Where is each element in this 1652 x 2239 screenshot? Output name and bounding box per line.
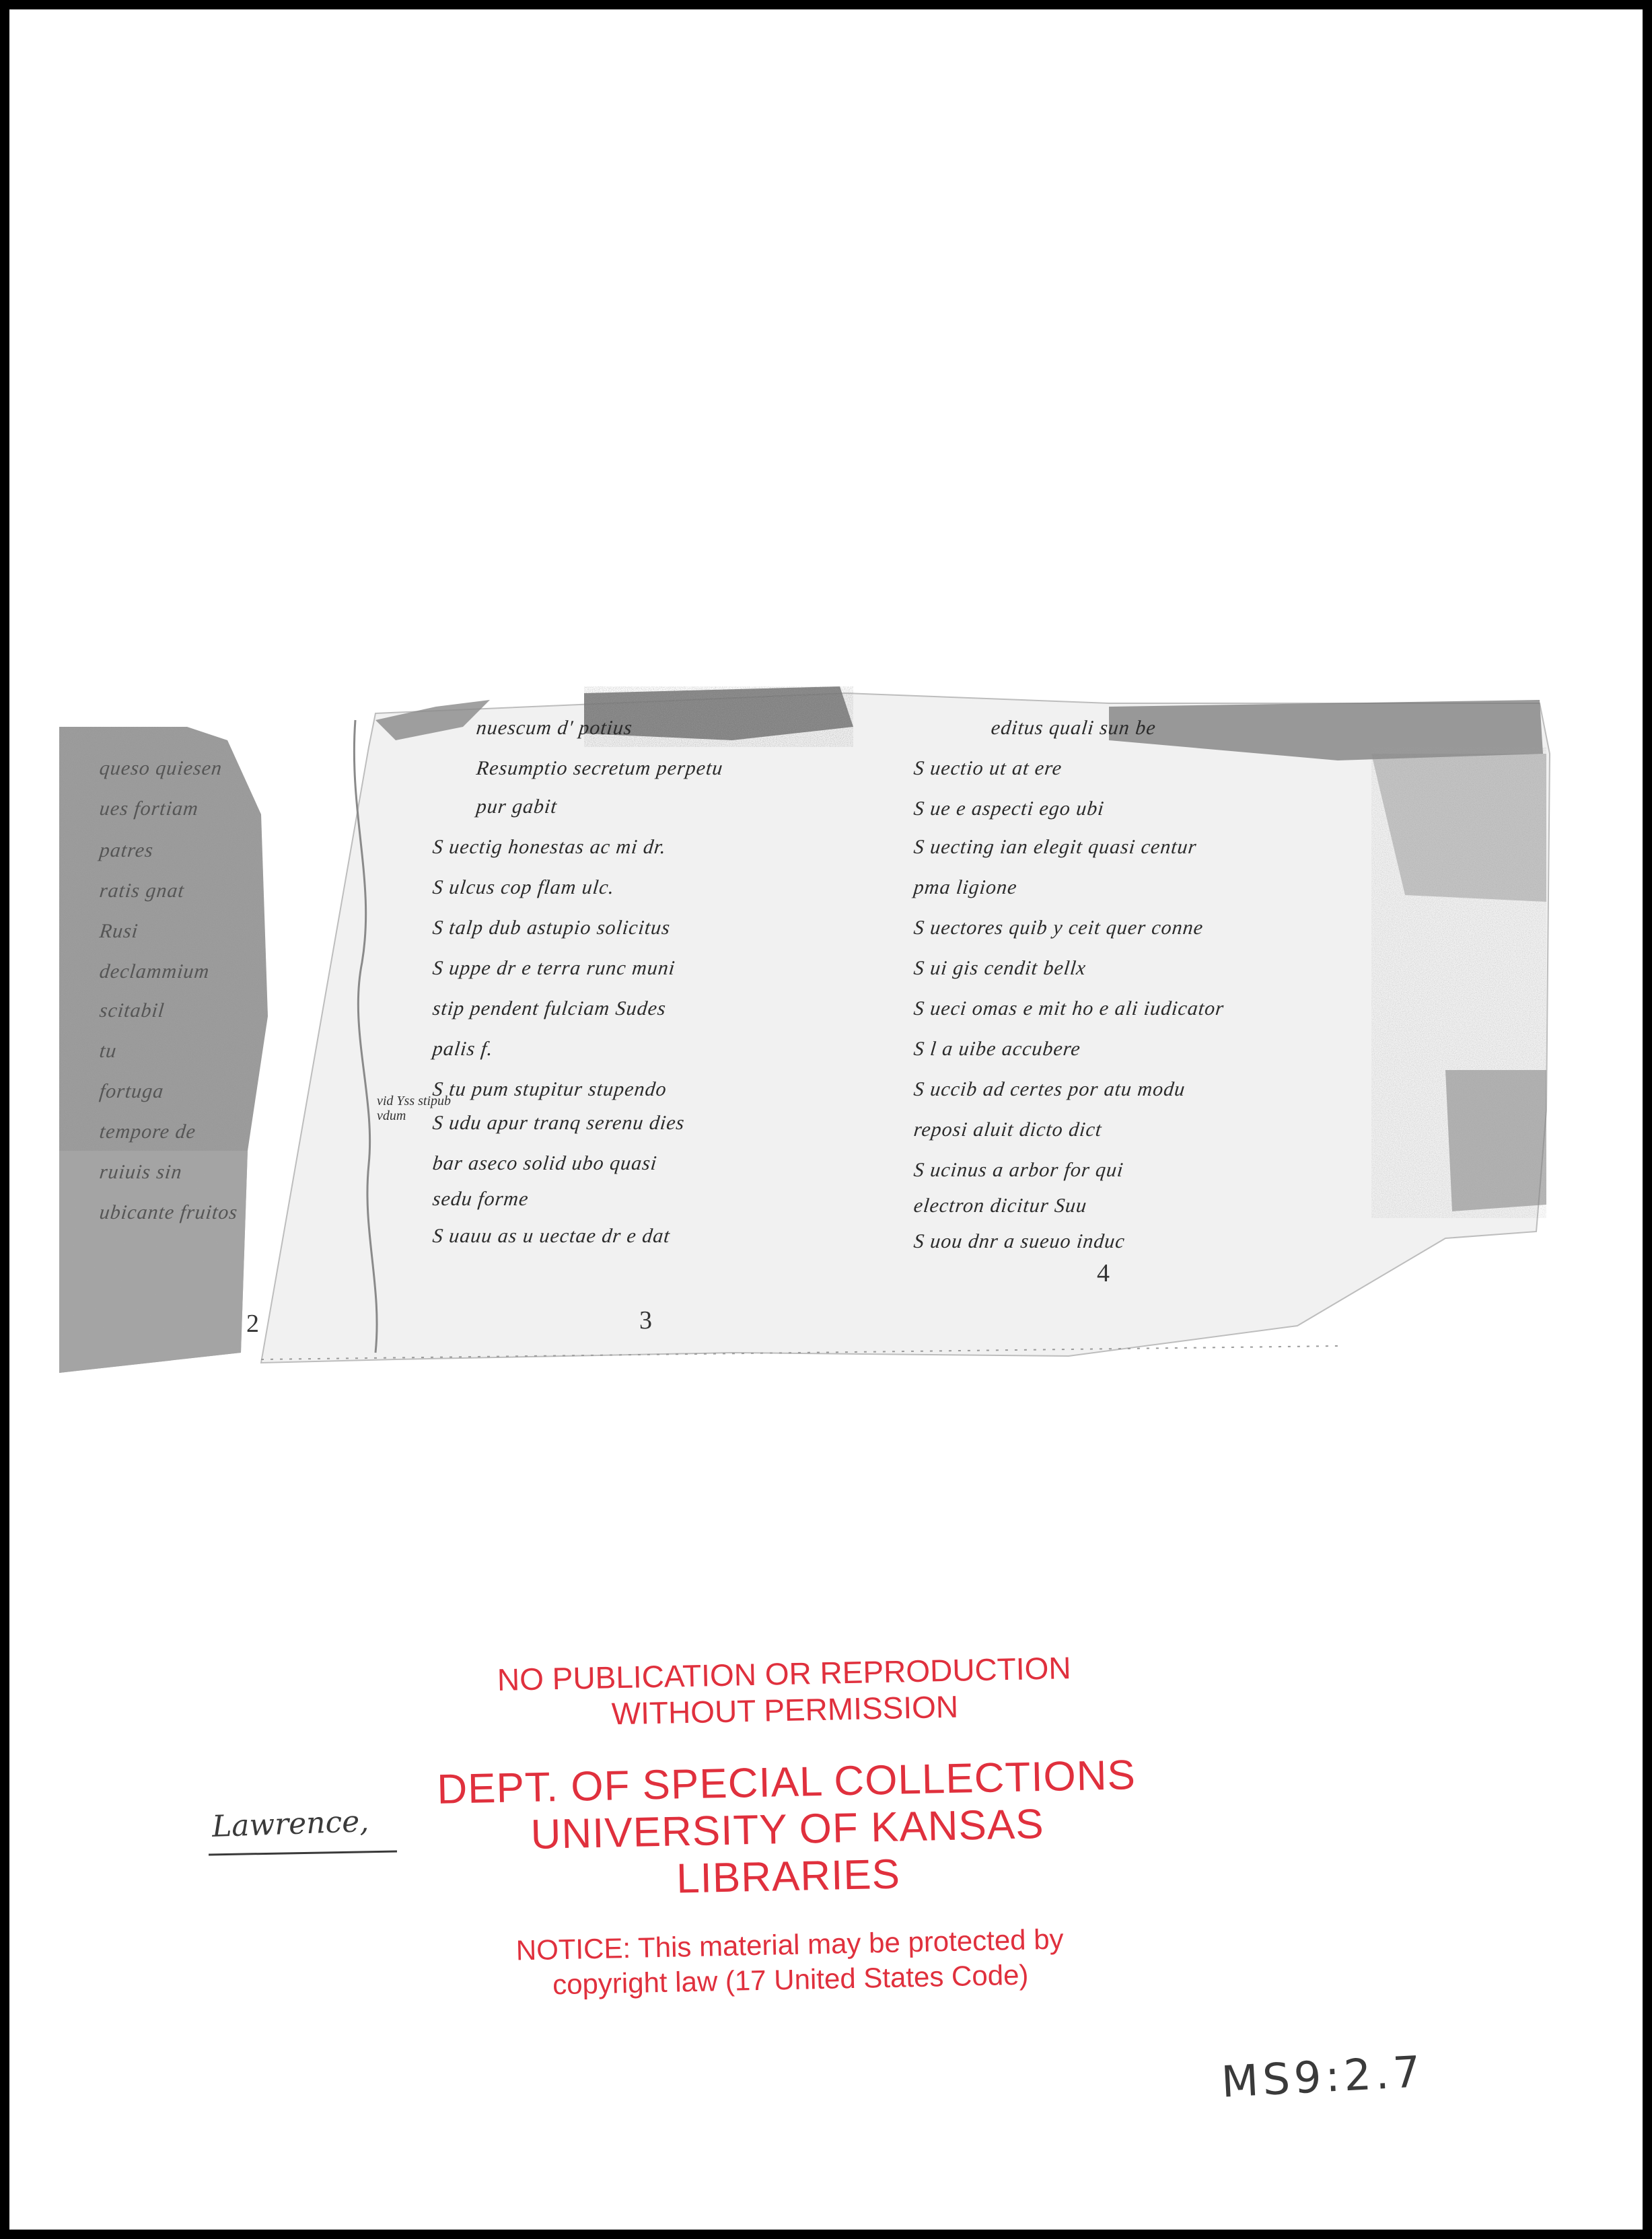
left-line-10: tempore de [98, 1121, 197, 1143]
middle-line-11: S udu apur tranq serenu dies [431, 1112, 686, 1134]
column-number-2: 2 [246, 1310, 259, 1338]
fragment-body [261, 693, 1550, 1363]
middle-line-7: S uppe dr e terra runc muni [431, 957, 677, 979]
manuscript-fragment [59, 680, 1560, 1380]
permission-stamp [414, 1648, 1161, 2005]
right-line-13: electron dicitur Suu [912, 1195, 1088, 1217]
right-line-6: S uectores quib y ceit quer conne [912, 917, 1205, 939]
left-line-7: scitabil [98, 999, 166, 1022]
left-line-4: ratis gnat [98, 880, 186, 902]
right-line-2: S uectio ut at ere [912, 757, 1063, 779]
left-line-8: tu [98, 1040, 118, 1062]
right-line-12: S ucinus a arbor for qui [912, 1159, 1125, 1181]
right-line-8: S ueci omas e mit ho e ali iudicator [912, 997, 1225, 1020]
middle-line-12: bar aseco solid ubo quasi [431, 1152, 659, 1174]
left-line-5: Rusi [98, 920, 140, 942]
right-line-4: S uecting ian elegit quasi centur [912, 836, 1198, 858]
stamp-line-dept: DEPT. OF SPECIAL COLLECTIONS [436, 1752, 1137, 1813]
middle-line-3: pur gabit [475, 795, 559, 818]
left-line-1: queso quiesen [98, 757, 223, 779]
left-line-6: declammium [98, 960, 211, 983]
margin-note: vid Yss stipub vdum [377, 1094, 452, 1123]
right-line-7: S ui gis cendit bellx [912, 957, 1087, 979]
fragment-scan-background [59, 680, 1560, 1380]
stamp-line-without-permission: WITHOUT PERMISSION [611, 1689, 959, 1732]
middle-line-1: nuescum d' potius [475, 717, 634, 739]
middle-line-5: S ulcus cop flam ulc. [431, 876, 616, 898]
right-line-9: S l a uibe accubere [912, 1038, 1082, 1060]
left-line-3: patres [98, 839, 155, 861]
stamp-line-copyright: copyright law (17 United States Code) [552, 1958, 1029, 2001]
middle-line-2: Resumptio secretum perpetu [475, 757, 725, 779]
right-line-5: pma ligione [912, 876, 1019, 898]
right-line-1: editus quali sun be [990, 717, 1157, 739]
left-line-9: fortuga [98, 1080, 166, 1102]
middle-line-13: sedu forme [431, 1188, 530, 1210]
left-line-11: ruiuis sin [98, 1161, 184, 1183]
stamp-line-notice: NOTICE: This material may be protected by [515, 1923, 1065, 1966]
stamp-line-no-publication: NO PUBLICATION OR REPRODUCTION [497, 1650, 1072, 1697]
middle-line-8: stip pendent fulciam Sudes [431, 997, 668, 1020]
middle-line-9: palis f. [431, 1038, 495, 1060]
middle-line-4: S uectig honestas ac mi dr. [431, 836, 668, 858]
left-line-2: ues fortiam [98, 797, 200, 820]
handwritten-city: Lawrence, [211, 1804, 370, 1845]
right-line-14: S uou dnr a sueuo induc [912, 1230, 1126, 1252]
middle-line-14: S uauu as u uectae dr e dat [431, 1225, 672, 1247]
middle-line-6: S talp dub astupio solicitus [431, 917, 672, 939]
column-number-4: 4 [1097, 1259, 1110, 1287]
right-line-11: reposi aluit dicto dict [912, 1118, 1104, 1141]
right-line-10: S uccib ad certes por atu modu [912, 1078, 1187, 1100]
middle-line-10: S tu pum stupitur stupendo [431, 1078, 668, 1100]
stamp-line-university: UNIVERSITY OF KANSAS LIBRARIES [530, 1801, 1045, 1903]
column-number-3: 3 [639, 1306, 652, 1335]
right-line-3: S ue e aspecti ego ubi [912, 797, 1106, 820]
handwritten-reference: MS9:2.7 [1220, 2047, 1426, 2108]
left-line-12: ubicante fruitos [98, 1201, 239, 1223]
